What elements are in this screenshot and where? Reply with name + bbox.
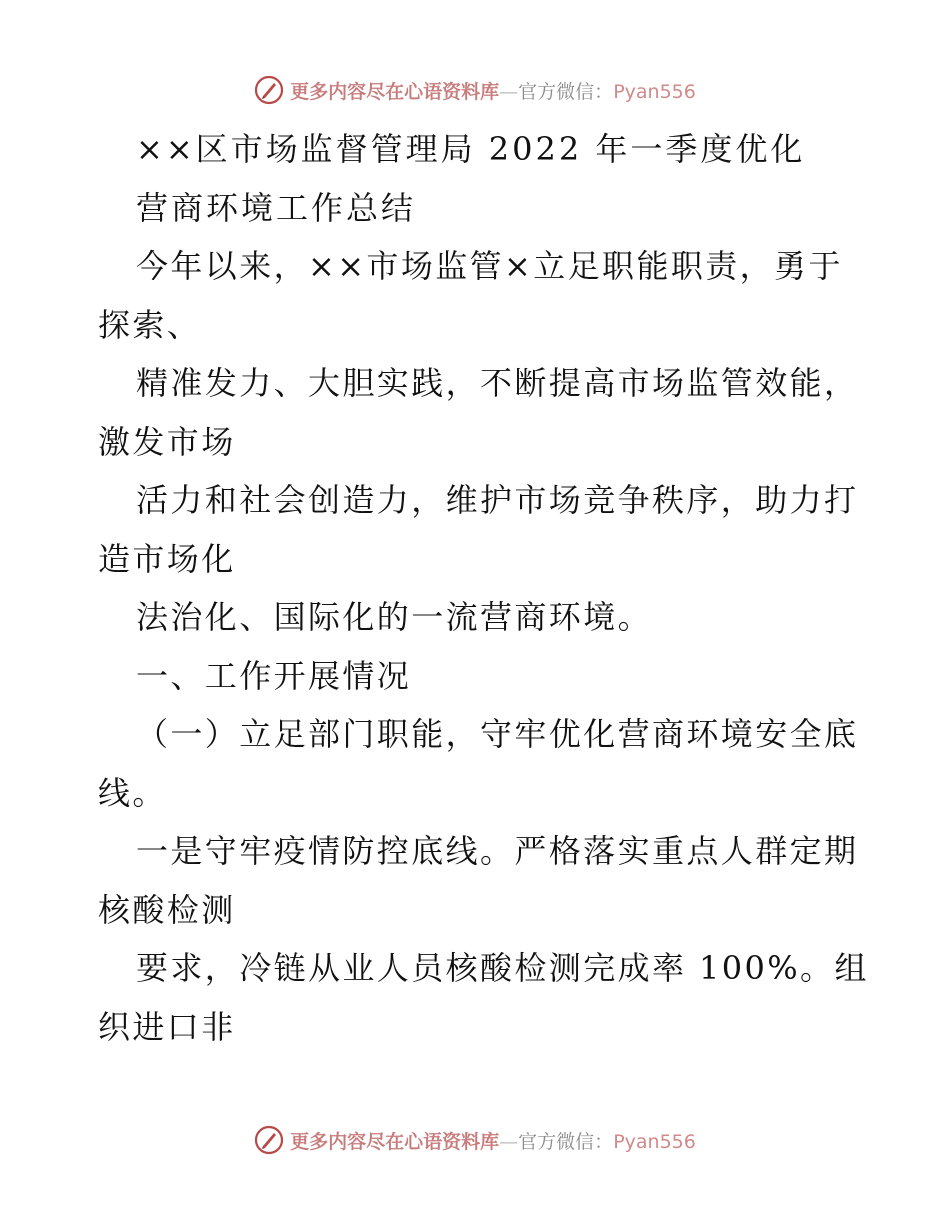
text-line: 线。 (98, 773, 167, 812)
text-line: 探索、 (98, 305, 202, 344)
text-line: 法治化、国际化的一流营商环境。 (136, 598, 653, 636)
watermark-dash: — (499, 1130, 519, 1153)
watermark-label: 官方微信： (518, 1130, 614, 1153)
watermark-site: 更多内容尽在心语资料库 (290, 80, 500, 103)
text-line: 核酸检测 (98, 890, 236, 929)
document-title-line-2: 营商环境工作总结 (136, 188, 417, 227)
quill-logo-icon (254, 1125, 284, 1155)
text-line: 活力和社会创造力，维护市场竞争秩序，助力打 (136, 481, 859, 519)
text-line: 造市场化 (98, 539, 236, 578)
watermark-id: Pyan556 (613, 1130, 696, 1153)
document-title-line-1: ××区市场监督管理局 2022 年一季度优化 (136, 130, 806, 168)
watermark-id: Pyan556 (613, 80, 696, 103)
text-line: 要求，冷链从业人员核酸检测完成率 100%。组 (136, 949, 869, 987)
watermark-dash: — (499, 80, 519, 103)
header-watermark (0, 70, 950, 110)
text-line: 激发市场 (98, 422, 236, 461)
subsection-heading: （一）立足部门职能，守牢优化营商环境安全底 (136, 715, 859, 753)
text-line: 今年以来，××市场监管×立足职能职责，勇于 (136, 247, 843, 285)
text-line: 织进口非 (98, 1007, 236, 1046)
watermark-label: 官方微信： (518, 80, 614, 103)
text-line: 一是守牢疫情防控底线。严格落实重点人群定期 (136, 832, 859, 870)
section-heading: 一、工作开展情况 (136, 656, 412, 695)
watermark-site: 更多内容尽在心语资料库 (290, 1130, 500, 1153)
document-body (98, 120, 869, 1056)
watermark-text (290, 77, 696, 104)
watermark-text (290, 1127, 696, 1154)
text-line: 精准发力、大胆实践，不断提高市场监管效能， (136, 364, 859, 402)
quill-logo-icon (254, 75, 284, 105)
footer-watermark (0, 1120, 950, 1160)
